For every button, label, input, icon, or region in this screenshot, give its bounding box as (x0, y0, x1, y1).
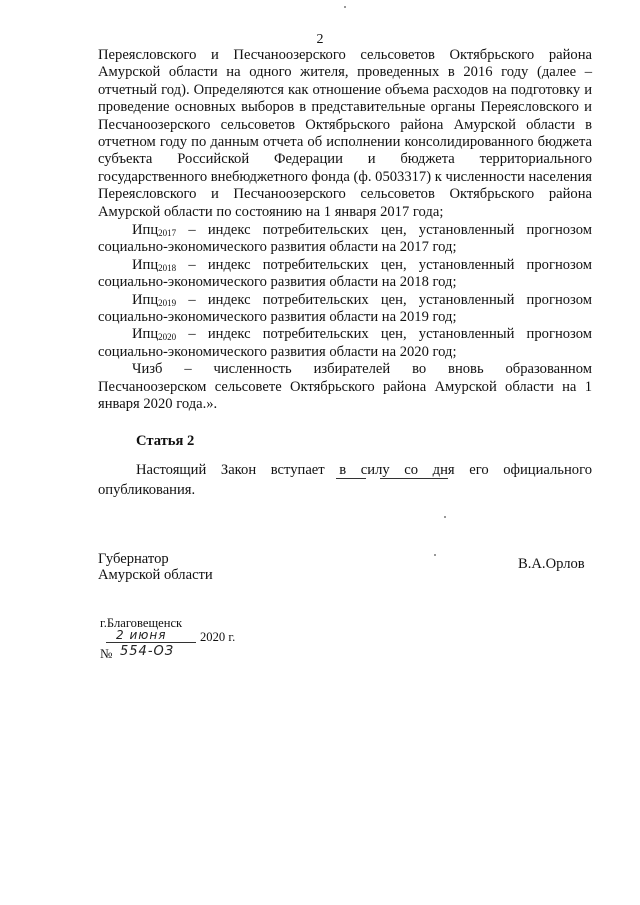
intro-block (98, 47, 592, 221)
scan-underline (336, 478, 366, 479)
governor-title: Губернатор (98, 551, 169, 567)
signatory-name: В.А.Орлов (518, 556, 585, 572)
ipc-item: Ипц$_{2020}$ – индекс потребительских цен, установленный прогнозом социально-экономического развития области на 2020 год; (98, 326, 592, 360)
scan-speck (344, 6, 346, 8)
date-underline (106, 642, 196, 643)
article-text: Настоящий Закон вступает в силу со дня его официального опубликования. (98, 462, 592, 498)
intro-paragraph: Переясловского и Песчаноозерского сельсоветов Октябрьского района Амурской области на одного жителя, проведенных в 2016 году (далее – отчетный год). Определяются как отношение объема расходов на подготовку и проведение основных выборов в представительные органы Переясловского и Песчаноозерского сельсоветов Октябрьского района Амурской области в отчетном году по данным отчета об исполнении консолидированного бюджета субъекта Российской Федерации и бюджета территориального государственного внебюджетного фонда (ф. 0503317) к численности населения Переясловского и Песчаноозерского сельсоветов Октябрьского района Амурской области по состоянию на 1 января 2017 года; (98, 47, 592, 220)
ipc-item: Ипц$_{2019}$ – индекс потребительских цен, установленный прогнозом социально-экономического развития области на 2019 год; (98, 291, 592, 326)
page-number: 2 (316, 32, 324, 47)
scan-speck (444, 516, 446, 518)
chizb-paragraph: Чизб – численность избирателей во вновь образованном Песчаноозерском сельсовете Октябрьского района Амурской области на 1 января 2020 года.». (98, 361, 592, 413)
handwritten-number: 554-ОЗ (120, 644, 175, 659)
ipc-item: Ипц$_{2017}$ – индекс потребительских цен, установленный прогнозом социально-экономического развития области на 2017 год; (98, 222, 592, 256)
scan-underline (380, 478, 448, 479)
scan-speck (434, 554, 436, 556)
number-label: № (100, 646, 113, 661)
ipc-item: Ипц$_{2018}$ – индекс потребительских цен, установленный прогнозом социально-экономического развития области на 2018 год; (98, 256, 592, 291)
ipc-list (98, 222, 592, 413)
article-heading: Статья 2 (136, 433, 195, 449)
governor-region: Амурской области (98, 567, 213, 583)
date-year: 2020 г. (200, 630, 236, 644)
city-name: г.Благовещенск (100, 616, 183, 630)
handwritten-date: 2 июня (116, 628, 167, 642)
